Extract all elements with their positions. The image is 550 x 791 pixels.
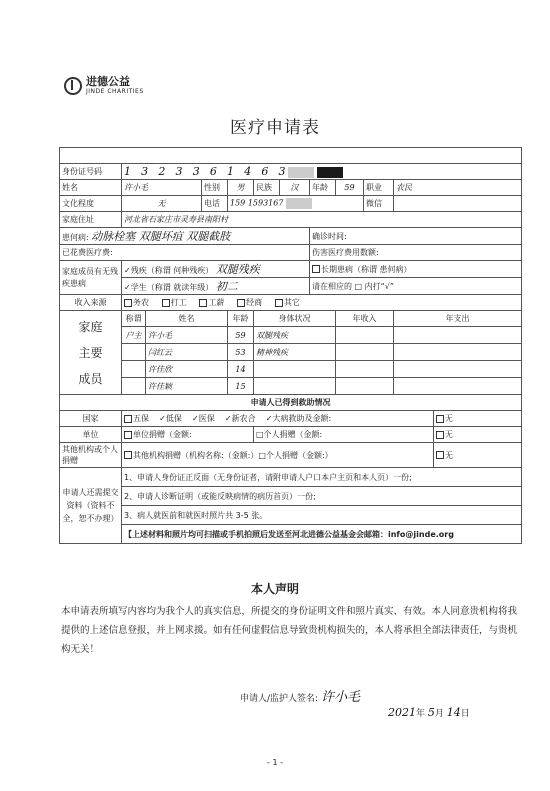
doc-item-1: 1、申请人身份证正反面（无身份证者，请附申请人户口本户主页和本人页）一份; <box>122 468 522 487</box>
page-number: - 1 - <box>267 758 283 767</box>
col-age: 年龄 <box>228 311 254 327</box>
org-name-en: JINDE CHARITIES <box>86 88 144 95</box>
col-expense: 年支出 <box>394 311 522 327</box>
doc-item-3: 3、病人就医前和就医时照片共 3-5 张。 <box>122 506 522 525</box>
education-value: 无 <box>122 196 202 212</box>
checkmark-icon: ✓ <box>224 414 232 423</box>
wechat-label: 微信 <box>364 196 394 212</box>
injury-cost-label: 伤害医疗费用数额: <box>310 245 522 261</box>
checkmark-icon: ✓ <box>192 414 199 423</box>
confirm-time-label: 确诊时间: <box>310 228 522 245</box>
application-form <box>59 147 522 544</box>
other-donation: 其他机构捐赠（机构名称:（金额:）□个人捐赠（金额:） <box>122 443 434 468</box>
col-relation: 称谓 <box>122 311 146 327</box>
table-row: 闫红云 53 精神残疾 <box>60 344 522 361</box>
signature: 许小毛 <box>320 690 360 705</box>
age-label: 年龄 <box>310 180 336 196</box>
form-title: 医疗申请表 <box>230 118 320 138</box>
doc-item-2: 2、申请人诊断证明（或能反映病情的病历首页）一份; <box>122 487 522 506</box>
other-none: 无 <box>434 443 522 468</box>
personal-donation: □个人捐赠（金额: <box>254 427 434 443</box>
occupation-label: 职业 <box>364 180 394 196</box>
id-label: 身份证号码 <box>60 164 122 180</box>
phone-value: 159 1593167 <box>228 196 364 212</box>
jinde-logo-icon <box>64 77 82 95</box>
paid-label: 已花费医疗费: <box>60 245 310 261</box>
wechat-value <box>394 196 522 212</box>
org-logo <box>64 76 144 95</box>
aid-options: 五保 ✓低保 ✓医保 ✓新农合 ✓大病救助及金额: <box>122 411 434 427</box>
tick-note: 请在相应的 □ 内打“√” <box>310 278 522 295</box>
name-label: 姓名 <box>60 180 122 196</box>
checkbox-icon <box>312 265 320 273</box>
table-row: 许佳颖 15 <box>60 378 522 395</box>
table-row: 许佳欣 14 <box>60 361 522 378</box>
redaction <box>317 167 343 178</box>
ethnicity-label: 民族 <box>254 180 280 196</box>
family-members-label: 家庭 主要 成员 <box>60 311 122 395</box>
occupation-value: 农民 <box>394 180 522 196</box>
student-option: ✓学生（称谓 就读年级） 初二 <box>122 278 310 295</box>
ethnicity-value: 汉 <box>280 180 310 196</box>
col-income: 年收入 <box>336 311 394 327</box>
declaration-title: 本人声明 <box>250 582 299 596</box>
table-row: 户主 许小毛 59 双腿残疾 <box>60 327 522 344</box>
redaction <box>286 198 312 209</box>
income-options: 务农 打工 工薪 经商 其它 <box>122 295 522 311</box>
disease-value: 动脉栓塞 双腿坏疽 双腿截肢 <box>91 230 231 243</box>
unit-label: 单位 <box>60 427 122 443</box>
signature-line: 申请人/监护人签名: 许小毛 <box>240 690 360 705</box>
aid-none: 无 <box>434 411 522 427</box>
form-instruction <box>60 148 522 164</box>
sign-date: 2021年 5月 14日 <box>388 706 470 719</box>
declaration-text: 本申请表所填写内容均为我个人的真实信息，所提交的身份证明文件和照片真实、有效。本人同意贵机构将我提供的上述信息登报，并上网求援。如有任何虚假信息导致贵机构损失的，本人将承担全部法律责任，与贵机构无关！ <box>61 606 518 655</box>
checkmark-icon: ✓ <box>159 414 166 423</box>
checkmark-icon: ✓ <box>265 414 273 423</box>
gender-value: 男 <box>228 180 254 196</box>
phone-label: 电话 <box>202 196 228 212</box>
aid-header: 申请人已得到救助情况 <box>60 395 522 411</box>
other-label: 其他机构或个人捐赠 <box>60 443 122 468</box>
docs-label: 申请人还需提交资料（资料不全，恕不办理） <box>60 468 122 544</box>
name-value: 许小毛 <box>122 180 202 196</box>
chronic-option: 长期患病（称谓 患何病） <box>310 261 522 278</box>
id-value: 1 3 2 3 3 6 1 4 6 3 <box>122 164 522 180</box>
org-name-zh: 进德公益 <box>86 75 130 88</box>
address-value: 河北省石家庄市灵寿县南阳村 <box>122 212 522 228</box>
unit-none: 无 <box>434 427 522 443</box>
disease-cell: 患何病: 动脉栓塞 双腿坏疽 双腿截肢 <box>60 228 310 245</box>
income-source-label: 收入来源 <box>60 295 122 311</box>
checkmark-icon: ✓ <box>124 266 131 275</box>
checkmark-icon: ✓ <box>124 283 131 292</box>
redaction <box>288 167 314 178</box>
disabled-option: ✓残疾（称谓 何种残疾） 双腿残疾 <box>122 261 310 278</box>
unit-donation: 单位捐赠（金额: <box>122 427 254 443</box>
education-label: 文化程度 <box>60 196 122 212</box>
gender-label: 性别 <box>202 180 228 196</box>
col-name: 姓名 <box>146 311 228 327</box>
country-label: 国家 <box>60 411 122 427</box>
docs-note: 【上述材料和照片均可扫描或手机拍照后发送至河北进德公益基金会邮箱：info@jinde.org <box>122 525 522 544</box>
address-label: 家庭住址 <box>60 212 122 228</box>
col-health: 身体状况 <box>254 311 336 327</box>
age-value: 59 <box>336 180 364 196</box>
family-disabled-label: 家庭成员有无残疾患病 <box>60 261 122 295</box>
